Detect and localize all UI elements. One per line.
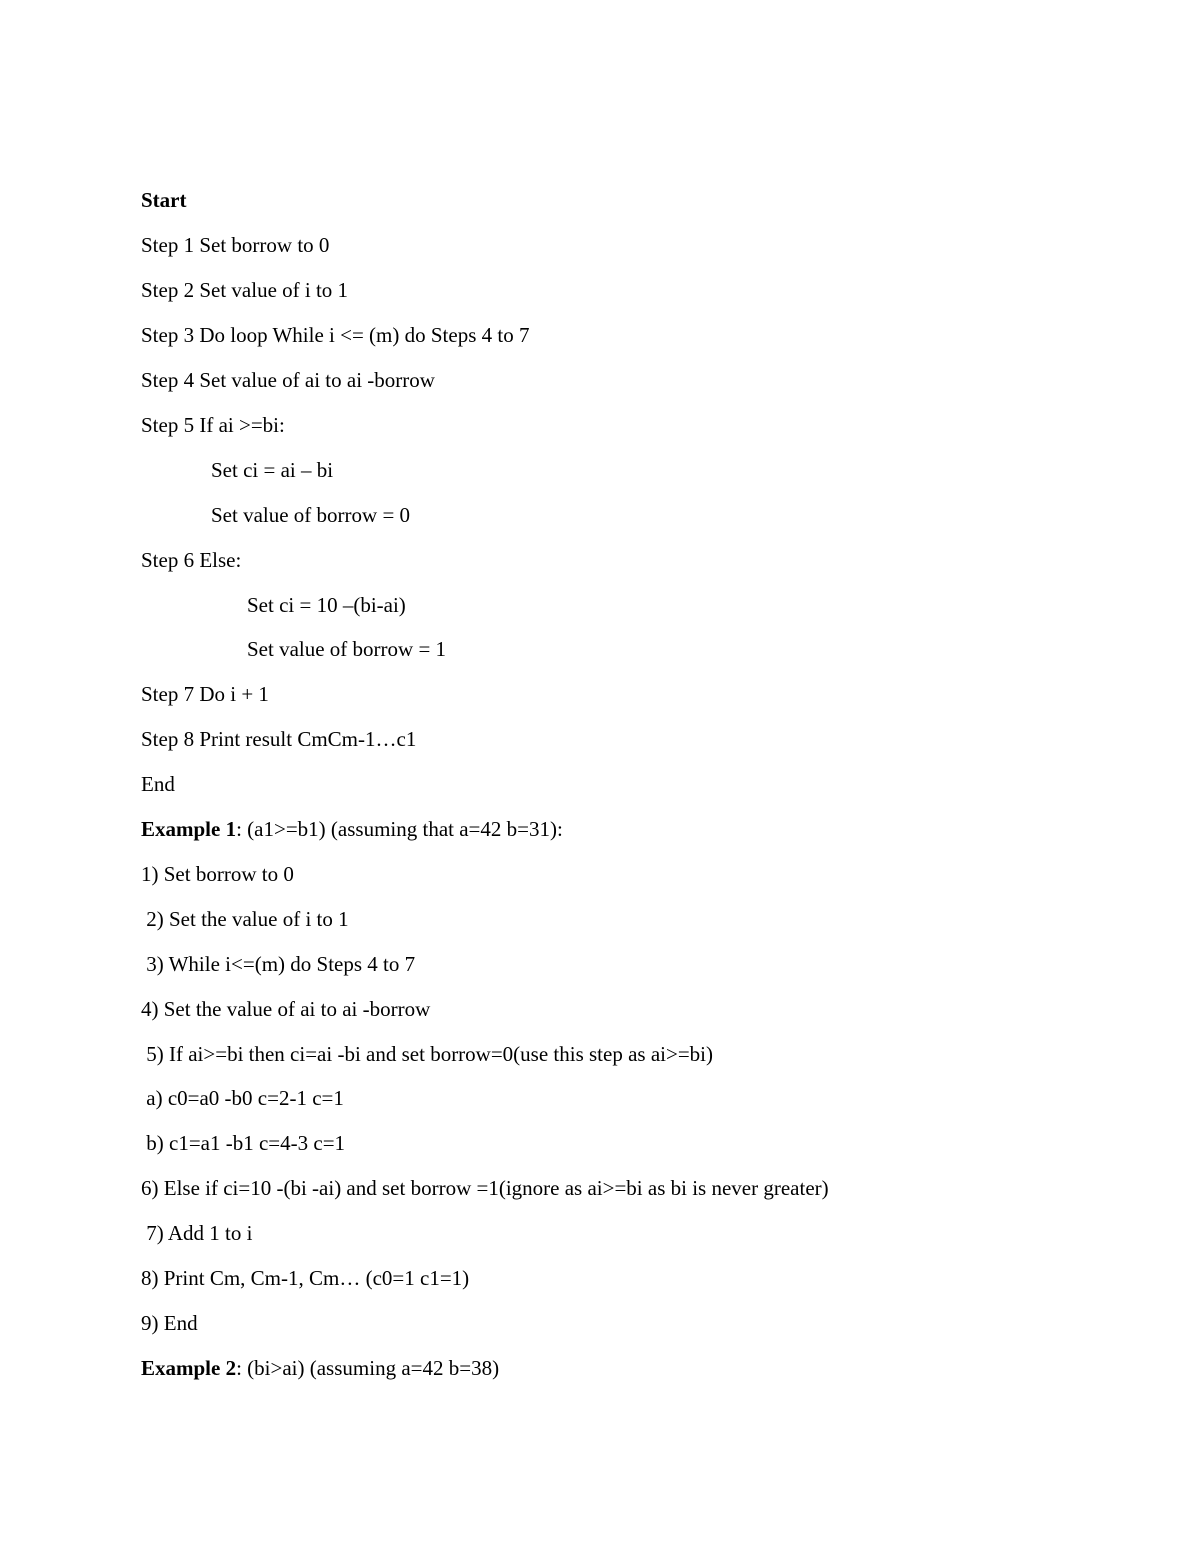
step-6-set-borrow: Set value of borrow = 1 [247,637,447,661]
example-2-label: Example 2 [141,1356,237,1380]
step-3: Step 3 Do loop While i <= (m) do Steps 4 to 7 [141,323,530,347]
step-6: Step 6 Else: [141,548,242,572]
example-1-heading-text: : (a1>=b1) (assuming that a=42 b=31): [236,817,563,841]
step-8: Step 8 Print result CmCm-1…c1 [141,727,417,751]
step-7: Step 7 Do i + 1 [141,682,269,706]
example-1-line: 5) If ai>=bi then ci=ai -bi and set borrow=0(use this step as ai>=bi) [141,1042,714,1066]
example-1-line: 1) Set borrow to 0 [141,862,294,886]
example-1-line: 2) Set the value of i to 1 [141,907,349,931]
example-2-heading-text: : (bi>ai) (assuming a=42 b=38) [236,1356,500,1380]
end-label: End [141,772,175,796]
example-1-line: b) c1=a1 -b1 c=4-3 c=1 [141,1131,346,1155]
step-5: Step 5 If ai >=bi: [141,413,285,437]
example-1-label: Example 1 [141,817,237,841]
start-heading: Start [141,188,187,212]
example-1-heading [141,816,563,842]
example-1-line: 4) Set the value of ai to ai -borrow [141,997,431,1021]
step-2: Step 2 Set value of i to 1 [141,278,349,302]
example-1-line: a) c0=a0 -b0 c=2-1 c=1 [141,1086,344,1110]
example-1-line: 8) Print Cm, Cm-1, Cm… (c0=1 c1=1) [141,1266,470,1290]
example-1-line: 7) Add 1 to i [141,1221,253,1245]
step-5-set-borrow: Set value of borrow = 0 [211,503,411,527]
step-6-set-ci: Set ci = 10 –(bi-ai) [247,593,406,617]
step-1: Step 1 Set borrow to 0 [141,233,330,257]
step-5-set-ci: Set ci = ai – bi [211,458,334,482]
example-1-line: 9) End [141,1311,198,1335]
step-4: Step 4 Set value of ai to ai -borrow [141,368,435,392]
example-2-heading [141,1355,499,1381]
example-1-line: 3) While i<=(m) do Steps 4 to 7 [141,952,416,976]
example-1-line: 6) Else if ci=10 -(bi -ai) and set borrow =1(ignore as ai>=bi as bi is never greater) [141,1176,829,1200]
